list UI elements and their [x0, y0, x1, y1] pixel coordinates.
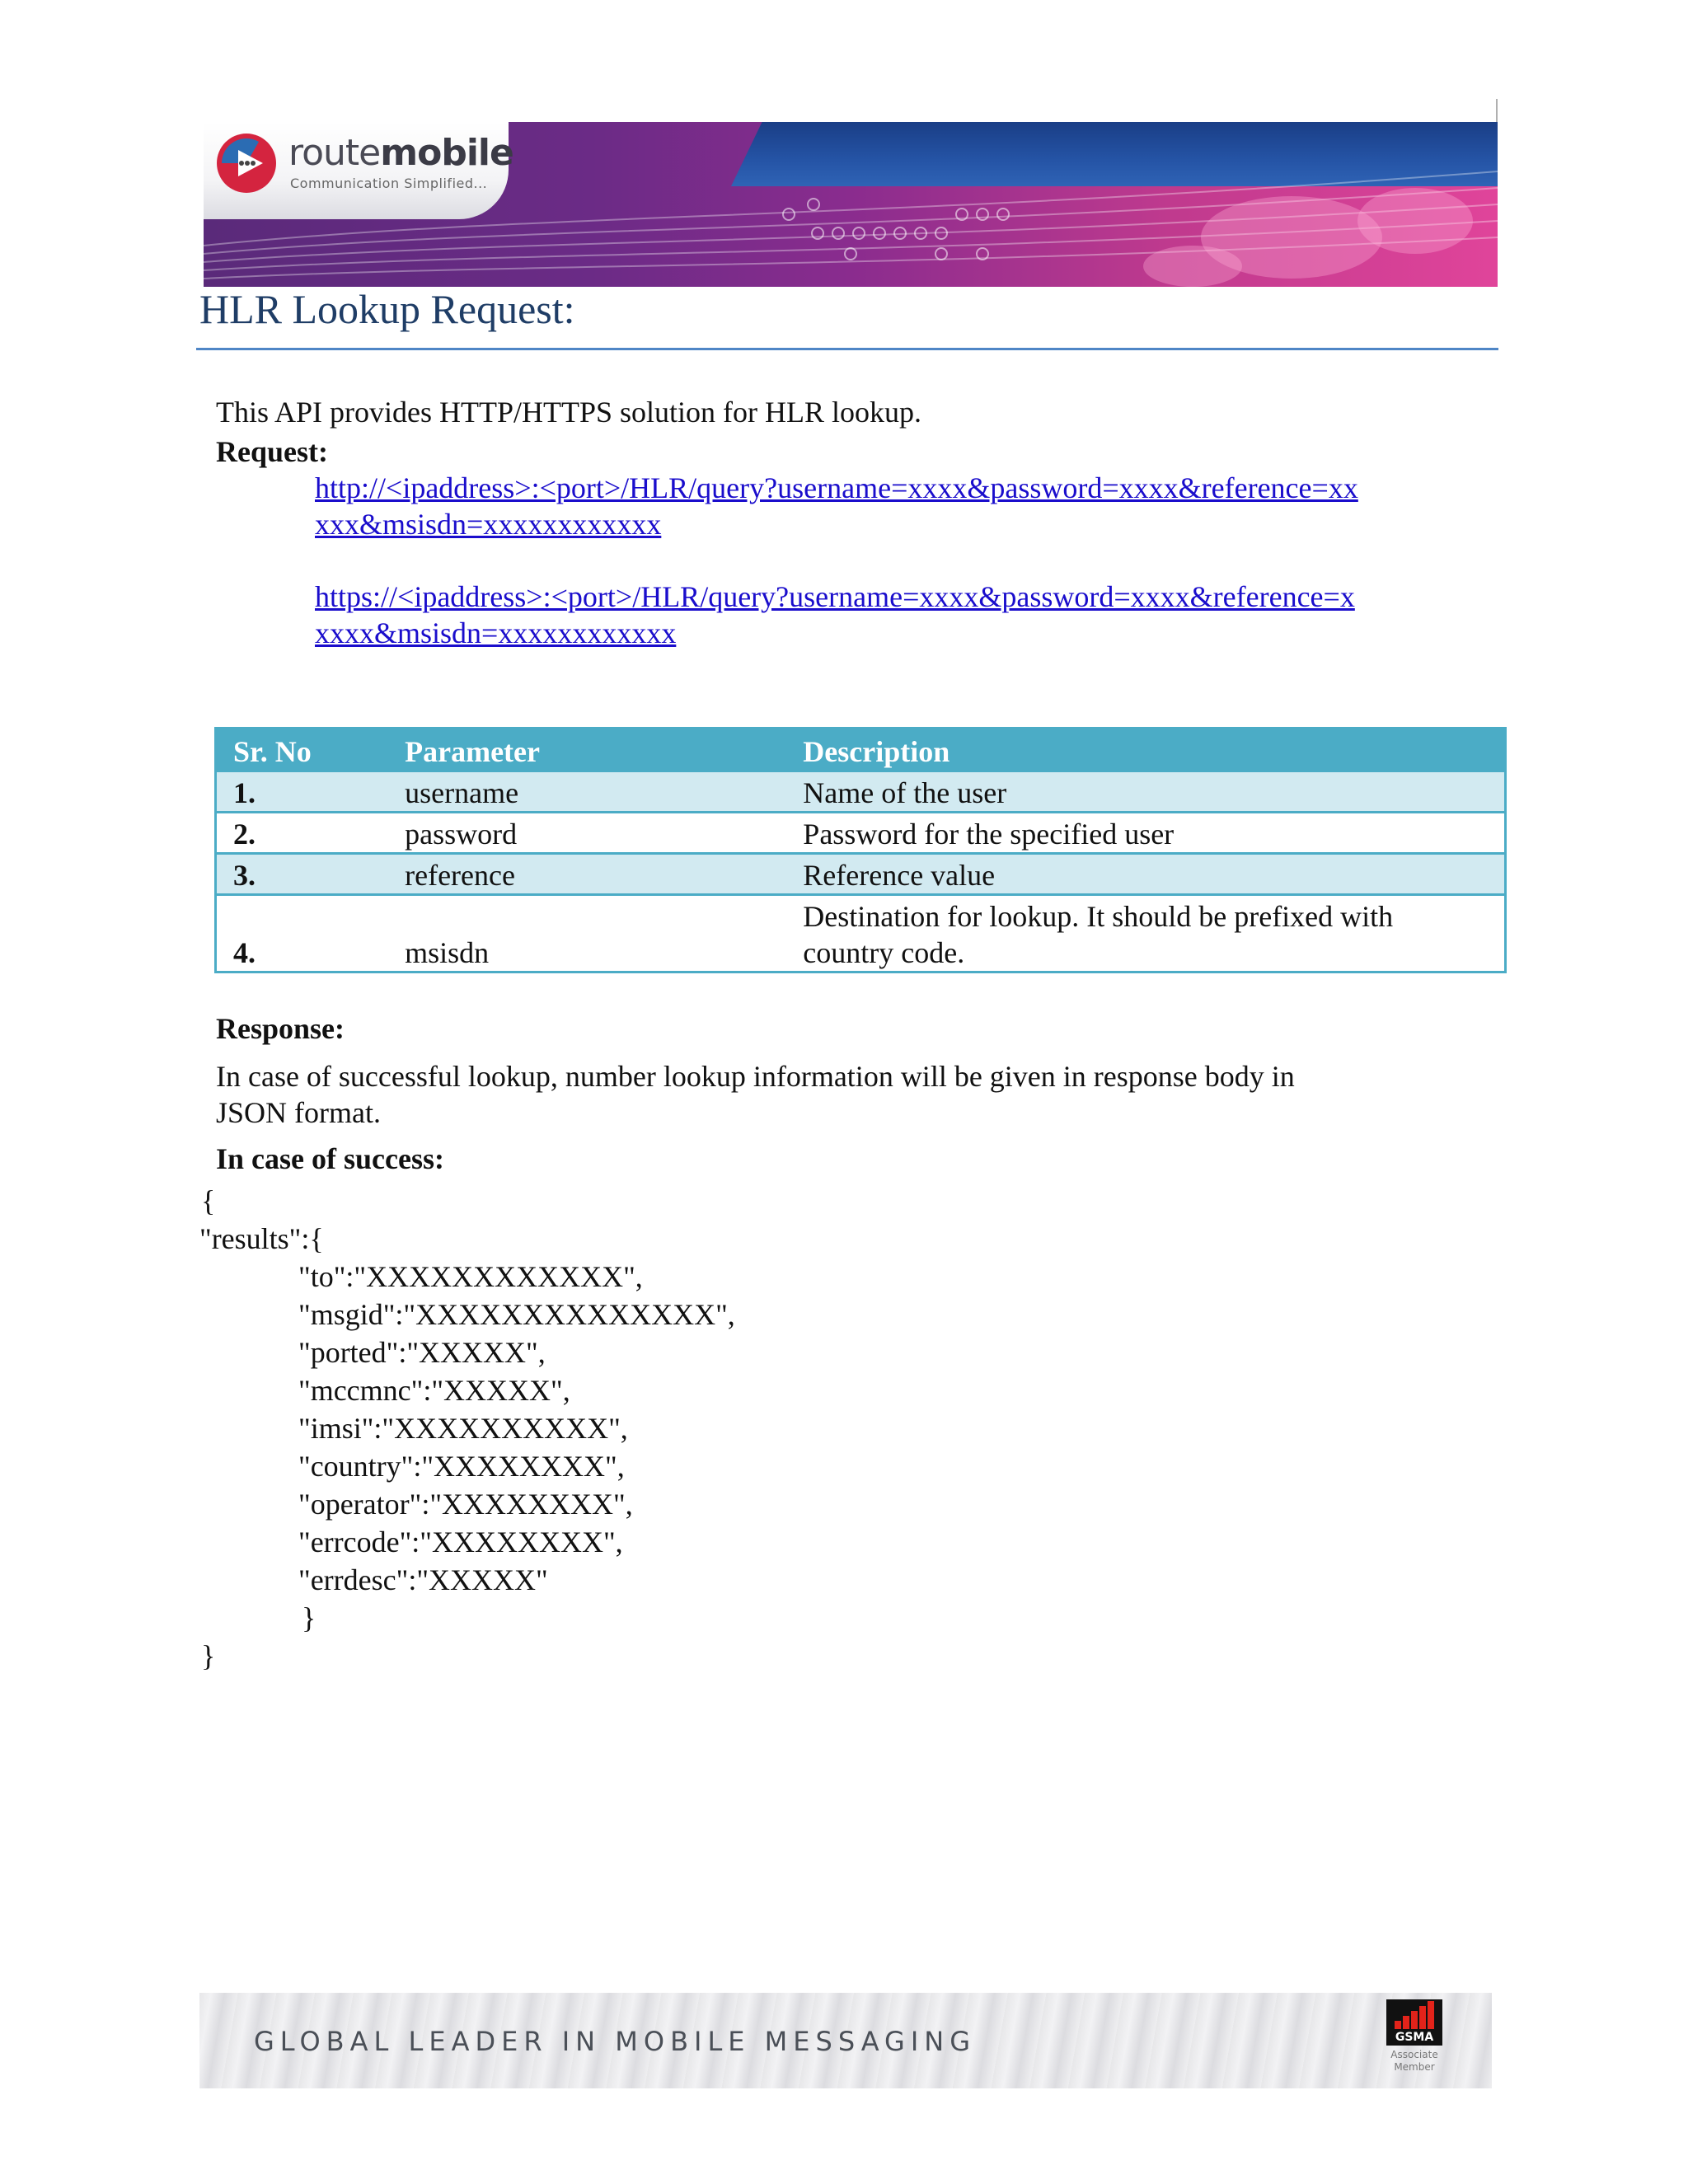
http-url-line2[interactable]: xxx&msisdn=xxxxxxxxxxxx	[315, 508, 662, 541]
json-line-errdesc: "errdesc":"XXXXX"	[298, 1563, 548, 1596]
response-label: Response:	[216, 1012, 345, 1045]
row-description	[786, 895, 1505, 972]
response-text-line2: JSON format.	[216, 1096, 381, 1129]
header-banner	[204, 122, 1498, 287]
row-description: Name of the user	[803, 776, 1007, 809]
footer-slogan: GLOBAL LEADER IN MOBILE MESSAGING	[254, 2026, 977, 2057]
https-url-line2[interactable]: xxxx&msisdn=xxxxxxxxxxxx	[315, 616, 677, 649]
request-label: Request:	[216, 435, 328, 468]
parameter-table	[214, 727, 1507, 973]
page-title: HLR Lookup Request:	[199, 286, 575, 332]
json-line-imsi: "imsi":"XXXXXXXXXX",	[298, 1412, 628, 1445]
row-description-line2: country code.	[803, 936, 965, 969]
gsma-badge	[1386, 1999, 1442, 2085]
json-line-operator: "operator":"XXXXXXXX",	[298, 1488, 633, 1521]
intro-text: This API provides HTTP/HTTPS solution for HLR lookup.	[216, 396, 922, 429]
header-sr-no: Sr. No	[233, 735, 312, 768]
gsma-associate-member: Associate Member	[1390, 2049, 1438, 2073]
row-number: 3.	[233, 859, 256, 892]
routemobile-logo-icon	[213, 130, 279, 196]
json-line-msgid: "msgid":"XXXXXXXXXXXXXX",	[298, 1298, 735, 1331]
table-row	[216, 771, 1506, 813]
row-parameter: username	[405, 776, 519, 809]
https-url-line1[interactable]: https://<ipaddress>:<port>/HLR/query?username=xxxx&password=xxxx&reference=x	[315, 580, 1355, 613]
json-results-line: "results":{	[199, 1222, 324, 1255]
title-divider	[196, 348, 1498, 350]
http-url-line1[interactable]: http://<ipaddress>:<port>/HLR/query?username=xxxx&password=xxxx&reference=xx	[315, 471, 1358, 504]
table-row	[216, 813, 1506, 854]
gsma-logo-icon	[1386, 1999, 1442, 2046]
brand-tagline: Communication Simplified...	[290, 176, 488, 191]
header-parameter: Parameter	[405, 735, 540, 768]
json-inner-close-brace: }	[302, 1601, 316, 1634]
row-number: 4.	[233, 936, 256, 969]
table-row	[216, 895, 1506, 972]
row-number: 2.	[233, 818, 256, 851]
row-description-line1: Destination for lookup. It should be prefixed with	[803, 900, 1394, 933]
json-outer-close-brace: }	[201, 1639, 216, 1672]
success-label: In case of success:	[216, 1142, 444, 1175]
footer-banner	[199, 1993, 1492, 2088]
row-number: 1.	[233, 776, 256, 809]
json-line-ported: "ported":"XXXXX",	[298, 1336, 546, 1369]
json-line-mccmnc: "mccmnc":"XXXXX",	[298, 1374, 570, 1407]
brand-name: routemobile	[288, 132, 513, 174]
response-text-line1: In case of successful lookup, number lookup information will be given in response body in	[216, 1060, 1295, 1093]
header-description: Description	[803, 735, 950, 768]
json-line-country: "country":"XXXXXXXX",	[298, 1450, 625, 1483]
json-line-to: "to":"XXXXXXXXXXXX",	[298, 1260, 643, 1293]
table-row	[216, 854, 1506, 895]
json-line-errcode: "errcode":"XXXXXXXX",	[298, 1526, 623, 1558]
json-open-brace: {	[201, 1184, 216, 1217]
row-description: Reference value	[803, 859, 996, 892]
row-description: Password for the specified user	[803, 818, 1175, 851]
brand-logo-card	[204, 122, 513, 219]
row-parameter: reference	[405, 859, 515, 892]
row-parameter: msisdn	[405, 936, 490, 969]
table-header-row	[216, 729, 1506, 771]
row-parameter: password	[405, 818, 518, 851]
gsma-wordmark: GSMA	[1395, 2031, 1434, 2044]
